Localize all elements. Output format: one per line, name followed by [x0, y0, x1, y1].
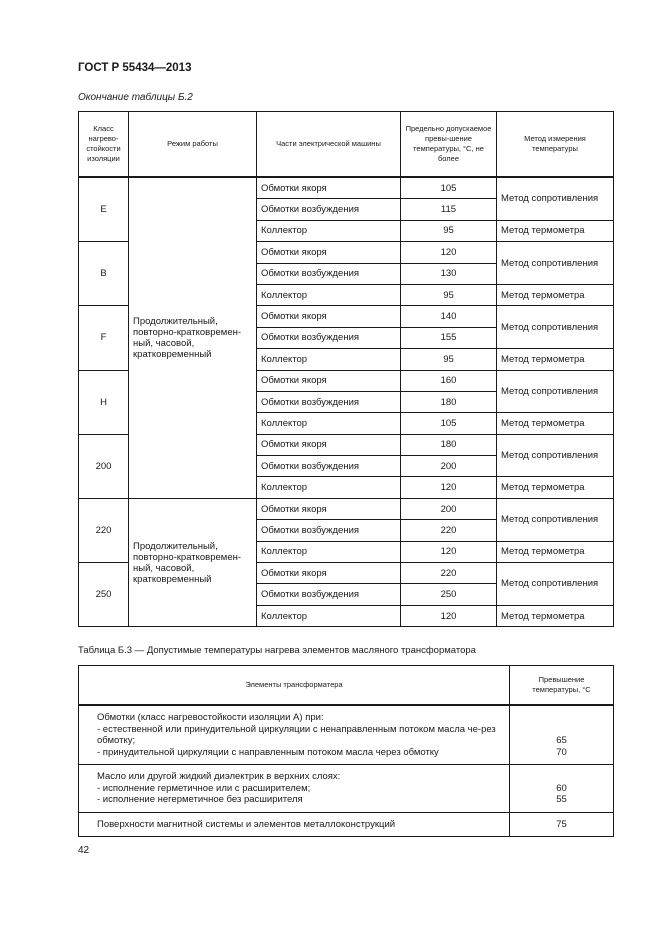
measurement-method-cell: Метод сопротивления [497, 563, 614, 606]
table-b2-body [79, 177, 614, 627]
table-b3-header-row [79, 666, 614, 706]
temperature-limit-cell: 200 [401, 498, 497, 519]
overheat-value: 65 [556, 735, 567, 746]
col-header-elements: Элементы трансформатера [79, 666, 510, 706]
element-description-cell [79, 705, 510, 765]
temperature-limit-cell: 105 [401, 177, 497, 199]
measurement-method-cell: Метод термометра [497, 605, 614, 626]
machine-part-cell: Коллектор [257, 413, 401, 434]
col-header-part: Части электрической машины [257, 112, 401, 178]
table-b3-caption: Таблица Б.3 — Допустимые температуры нагрева элементов масляного трансформатора [78, 645, 476, 656]
measurement-method-cell: Метод термометра [497, 349, 614, 370]
overheat-value: 75 [556, 818, 567, 830]
description-line: Обмотки (класс нагревостойкости изоляции А) при: [97, 712, 324, 723]
temperature-limit-cell: 115 [401, 199, 497, 220]
machine-part-cell: Обмотки якоря [257, 563, 401, 584]
description-line: - исполнение негерметичное без расширителя [97, 794, 303, 805]
machine-part-cell: Обмотки якоря [257, 306, 401, 327]
description-line: Масло или другой жидкий диэлектрик в верхних слоях: [97, 771, 341, 782]
measurement-method-cell: Метод сопротивления [497, 177, 614, 220]
measurement-method-cell: Метод термометра [497, 477, 614, 498]
machine-part-cell: Обмотки якоря [257, 242, 401, 263]
measurement-method-cell: Метод термометра [497, 413, 614, 434]
overheat-value [514, 724, 609, 736]
measurement-method-cell: Метод сопротивления [497, 242, 614, 285]
insulation-class-cell: F [79, 306, 129, 370]
overheat-value-cell [510, 765, 614, 813]
temperature-limit-cell: 95 [401, 284, 497, 305]
table-row [79, 705, 614, 765]
table-row [79, 765, 614, 813]
machine-part-cell: Коллектор [257, 349, 401, 370]
table-b2 [78, 111, 614, 627]
temperature-limit-cell: 95 [401, 349, 497, 370]
col-header-temperature: Предельно допускаемое превы-шение температуры, °С, не более [401, 112, 497, 178]
col-header-class: Класс нагрево-стойкости изоляции [79, 112, 129, 178]
document-header: ГОСТ Р 55434—2013 [78, 62, 192, 74]
description-line: - принудительной циркуляции с направленным потоком масла через обмотку [97, 746, 439, 758]
machine-part-cell: Коллектор [257, 541, 401, 562]
table-b3-body [79, 705, 614, 837]
overheat-value [514, 771, 609, 783]
insulation-class-cell: B [79, 242, 129, 306]
operating-mode-cell: Продолжительный, повторно-кратковремен-ный, часовой, кратковременный [129, 177, 257, 498]
insulation-class-cell: H [79, 370, 129, 434]
measurement-method-cell: Метод сопротивления [497, 434, 614, 477]
element-description-cell [79, 812, 510, 837]
description-line: Поверхности магнитной системы и элементов металлоконструкций [97, 818, 396, 830]
temperature-limit-cell: 130 [401, 263, 497, 284]
machine-part-cell: Обмотки возбуждения [257, 520, 401, 541]
machine-part-cell: Коллектор [257, 220, 401, 241]
machine-part-cell: Обмотки якоря [257, 498, 401, 519]
machine-part-cell: Обмотки якоря [257, 370, 401, 391]
temperature-limit-cell: 200 [401, 456, 497, 477]
table-b2-header-row [79, 112, 614, 178]
col-header-method: Метод измерения температуры [497, 112, 614, 178]
temperature-limit-cell: 120 [401, 605, 497, 626]
insulation-class-cell: 220 [79, 498, 129, 562]
operating-mode-cell: Продолжительный, повторно-кратковремен-ный, часовой, кратковременный [129, 498, 257, 626]
temperature-limit-cell: 180 [401, 391, 497, 412]
temperature-limit-cell: 120 [401, 242, 497, 263]
table-row [79, 498, 614, 519]
machine-part-cell: Обмотки якоря [257, 177, 401, 199]
measurement-method-cell: Метод термометра [497, 284, 614, 305]
machine-part-cell: Обмотки возбуждения [257, 263, 401, 284]
temperature-limit-cell: 250 [401, 584, 497, 605]
element-description-cell [79, 765, 510, 813]
temperature-limit-cell: 120 [401, 541, 497, 562]
machine-part-cell: Коллектор [257, 284, 401, 305]
overheat-value: 55 [556, 794, 567, 805]
temperature-limit-cell: 155 [401, 327, 497, 348]
measurement-method-cell: Метод термометра [497, 220, 614, 241]
temperature-limit-cell: 160 [401, 370, 497, 391]
temperature-limit-cell: 140 [401, 306, 497, 327]
insulation-class-cell: E [79, 177, 129, 242]
overheat-value: 60 [556, 782, 567, 794]
table-b2-caption: Окончание таблицы Б.2 [78, 92, 193, 103]
machine-part-cell: Коллектор [257, 477, 401, 498]
temperature-limit-cell: 180 [401, 434, 497, 455]
overheat-value-cell [510, 705, 614, 765]
page-number: 42 [78, 845, 90, 856]
measurement-method-cell: Метод сопротивления [497, 370, 614, 413]
insulation-class-cell: 200 [79, 434, 129, 498]
machine-part-cell: Обмотки возбуждения [257, 456, 401, 477]
machine-part-cell: Коллектор [257, 605, 401, 626]
machine-part-cell: Обмотки возбуждения [257, 199, 401, 220]
temperature-limit-cell: 95 [401, 220, 497, 241]
overheat-value-cell [510, 812, 614, 837]
col-header-overheat: Превышение температуры, °С [510, 666, 614, 706]
temperature-limit-cell: 220 [401, 520, 497, 541]
table-b3 [78, 665, 614, 837]
table-row [79, 177, 614, 199]
machine-part-cell: Обмотки якоря [257, 434, 401, 455]
col-header-mode: Режим работы [129, 112, 257, 178]
measurement-method-cell: Метод термометра [497, 541, 614, 562]
description-line: - исполнение герметичное или с расширителем; [97, 782, 311, 794]
temperature-limit-cell: 120 [401, 477, 497, 498]
measurement-method-cell: Метод сопротивления [497, 498, 614, 541]
overheat-value: 70 [556, 746, 567, 758]
description-line: - естественной или принудительной циркуляции с ненаправленным потоком масла че-рез обмотку; [97, 723, 496, 746]
table-row [79, 812, 614, 837]
machine-part-cell: Обмотки возбуждения [257, 327, 401, 348]
insulation-class-cell: 250 [79, 563, 129, 627]
machine-part-cell: Обмотки возбуждения [257, 584, 401, 605]
measurement-method-cell: Метод сопротивления [497, 306, 614, 349]
machine-part-cell: Обмотки возбуждения [257, 391, 401, 412]
temperature-limit-cell: 105 [401, 413, 497, 434]
temperature-limit-cell: 220 [401, 563, 497, 584]
